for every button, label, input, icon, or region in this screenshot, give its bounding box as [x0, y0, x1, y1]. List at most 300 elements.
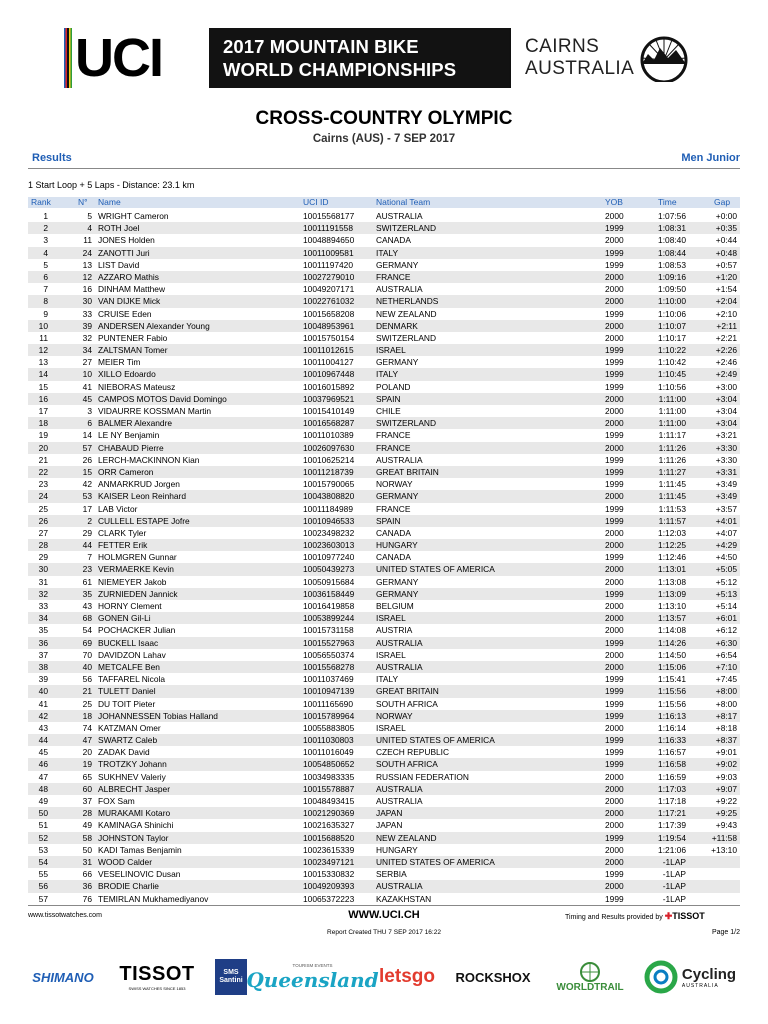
- table-row: [28, 563, 740, 575]
- cell-time: 1:16:33: [658, 735, 686, 746]
- cell-time: 1:16:58: [658, 759, 686, 770]
- page-number: Page 1/2: [711, 929, 740, 936]
- cell-uci-id: 10054850652: [303, 759, 355, 770]
- cell-time: 1:15:06: [658, 661, 686, 672]
- cell-gap: +3:00: [715, 381, 737, 392]
- cell-number: 49: [82, 820, 92, 831]
- cell-number: 21: [82, 686, 92, 697]
- cell-gap: +4:07: [715, 527, 737, 538]
- report-created: Report Created THU 7 SEP 2017 16:22: [327, 929, 441, 936]
- cell-yob: 1999: [605, 747, 624, 758]
- sponsor-rockshox: ROCKSHOX: [455, 969, 531, 985]
- cell-time: 1:12:46: [658, 552, 686, 563]
- cell-time: 1:17:03: [658, 783, 686, 794]
- cell-name: POCHACKER Julian: [98, 625, 176, 636]
- cell-uci-id: 10011009581: [303, 247, 354, 258]
- cell-number: 26: [82, 454, 92, 465]
- cell-uci-id: 10011218739: [303, 466, 354, 477]
- cell-yob: 1999: [605, 479, 624, 490]
- cell-team: KAZAKHSTAN: [376, 893, 432, 904]
- cell-uci-id: 10010947139: [303, 686, 355, 697]
- cell-yob: 2000: [605, 881, 624, 892]
- cell-name: FETTER Erik: [98, 540, 148, 551]
- cell-time: 1:11:57: [658, 515, 686, 526]
- table-row: [28, 649, 740, 661]
- cell-number: 45: [82, 393, 92, 404]
- event-name-line1: 2017 MOUNTAIN BIKE: [223, 36, 419, 57]
- cell-team: NEW ZEALAND: [376, 832, 437, 843]
- cell-name: AZZARO Mathis: [98, 271, 159, 282]
- cell-number: 36: [82, 881, 92, 892]
- cell-yob: 2000: [605, 844, 624, 855]
- cell-name: KATZMAN Omer: [98, 722, 161, 733]
- cell-uci-id: 10016015892: [303, 381, 355, 392]
- cell-uci-id: 10043808820: [303, 491, 355, 502]
- cell-yob: 1999: [605, 710, 624, 721]
- cell-time: 1:15:41: [658, 674, 686, 685]
- col-gap: Gap: [714, 197, 731, 207]
- cell-rank: 14: [38, 369, 48, 380]
- table-row: [28, 308, 740, 320]
- cell-time: -1LAP: [662, 869, 686, 880]
- cell-team: SOUTH AFRICA: [376, 759, 438, 770]
- cell-rank: 57: [38, 893, 48, 904]
- cell-yob: 1999: [605, 466, 624, 477]
- cell-rank: 21: [38, 454, 48, 465]
- cell-name: LERCH-MACKINNON Kian: [98, 454, 200, 465]
- cell-uci-id: 10015330832: [303, 869, 355, 880]
- col-yob: YOB: [605, 197, 623, 207]
- cell-name: CLARK Tyler: [98, 527, 147, 538]
- cell-gap: +5:13: [715, 588, 737, 599]
- cell-uci-id: 10010977240: [303, 552, 355, 563]
- col-team: National Team: [376, 197, 431, 207]
- cell-time: 1:13:08: [658, 576, 686, 587]
- table-row: [28, 271, 740, 283]
- table-row: [28, 454, 740, 466]
- cell-uci-id: 10010946533: [303, 515, 355, 526]
- table-row: [28, 210, 740, 222]
- cell-name: DINHAM Matthew: [98, 284, 166, 295]
- table-row: [28, 576, 740, 588]
- cell-number: 70: [82, 649, 92, 660]
- cell-yob: 1999: [605, 357, 624, 368]
- cell-rank: 8: [43, 296, 48, 307]
- cell-uci-id: 10015568278: [303, 661, 355, 672]
- cell-gap: +8:00: [715, 686, 737, 697]
- cell-team: GERMANY: [376, 491, 419, 502]
- cell-uci-id: 10015578887: [303, 783, 355, 794]
- cell-number: 69: [82, 637, 92, 648]
- cell-name: TEMIRLAN Mukhamediyanov: [98, 893, 209, 904]
- location-line2: AUSTRALIA: [525, 58, 635, 79]
- cell-uci-id: 10011004127: [303, 357, 354, 368]
- cell-time: 1:17:39: [658, 820, 686, 831]
- cell-team: HUNGARY: [376, 844, 418, 855]
- cell-team: GERMANY: [376, 357, 419, 368]
- table-row: [28, 320, 740, 332]
- cell-team: CZECH REPUBLIC: [376, 747, 450, 758]
- cell-gap: +0:48: [715, 247, 737, 258]
- col-name: Name: [98, 197, 121, 207]
- cell-team: AUSTRALIA: [376, 796, 423, 806]
- table-row: [28, 844, 740, 856]
- table-row: [28, 698, 740, 710]
- cell-time: 1:12:03: [658, 527, 686, 538]
- cell-team: ISRAEL: [376, 649, 406, 660]
- cell-yob: 2000: [605, 783, 624, 794]
- cell-gap: +9:02: [715, 759, 737, 770]
- cell-uci-id: 10011165690: [303, 698, 353, 709]
- cell-number: 33: [82, 308, 92, 319]
- cell-uci-id: 10048894650: [303, 235, 355, 246]
- cell-yob: 2000: [605, 527, 624, 538]
- cell-rank: 45: [38, 747, 48, 758]
- cell-rank: 22: [38, 466, 48, 477]
- cell-rank: 55: [38, 869, 48, 880]
- cell-yob: 2000: [605, 296, 624, 307]
- cell-gap: +1:20: [715, 271, 737, 282]
- cell-rank: 23: [38, 479, 48, 490]
- table-row: [28, 722, 740, 734]
- cell-yob: 1999: [605, 686, 624, 697]
- table-row: [28, 893, 740, 905]
- cell-name: CULLELL ESTAPE Jofre: [98, 515, 190, 526]
- cell-team: AUSTRIA: [376, 625, 413, 636]
- cell-uci-id: 10023497121: [303, 856, 355, 867]
- cell-gap: +3:49: [715, 479, 737, 490]
- cell-uci-id: 10010967448: [303, 369, 355, 380]
- cell-gap: +2:04: [715, 296, 737, 307]
- cell-number: 23: [82, 564, 92, 575]
- table-row: [28, 429, 740, 441]
- table-row: [28, 490, 740, 502]
- cell-time: 1:16:13: [658, 710, 686, 721]
- cell-rank: 3: [43, 235, 48, 246]
- cell-yob: 1999: [605, 832, 624, 843]
- cell-rank: 24: [38, 491, 48, 502]
- sponsor-letsgo: letsgo: [379, 966, 435, 987]
- table-row: [28, 222, 740, 234]
- table-row: [28, 515, 740, 527]
- cell-team: NEW ZEALAND: [376, 308, 437, 319]
- event-name-line2: WORLD CHAMPIONSHIPS: [223, 59, 457, 80]
- table-row: [28, 527, 740, 539]
- cell-time: 1:13:09: [658, 588, 686, 599]
- cell-rank: 16: [38, 393, 48, 404]
- cell-gap: +9:22: [715, 796, 737, 806]
- cell-number: 76: [82, 893, 92, 904]
- cell-time: 1:17:21: [658, 808, 686, 819]
- cell-rank: 28: [38, 540, 48, 551]
- cell-gap: +2:49: [715, 369, 737, 380]
- cell-yob: 2000: [605, 211, 624, 221]
- cell-gap: +9:07: [715, 783, 737, 794]
- cell-gap: +3:04: [715, 393, 737, 404]
- cell-uci-id: 10050439273: [303, 564, 355, 575]
- cell-yob: 1999: [605, 454, 624, 465]
- cell-time: 1:13:57: [658, 613, 686, 624]
- table-row: [28, 283, 740, 295]
- cell-yob: 2000: [605, 393, 624, 404]
- cell-time: 1:08:40: [658, 235, 686, 246]
- cell-rank: 56: [38, 881, 48, 892]
- cell-rank: 40: [38, 686, 48, 697]
- cell-rank: 18: [38, 418, 48, 429]
- sponsor-tissot: TISSOT SWISS WATCHES SINCE 1853: [119, 963, 195, 991]
- cell-time: 1:08:53: [658, 259, 686, 270]
- cell-name: SWARTZ Caleb: [98, 735, 158, 746]
- cell-name: KADI Tamas Benjamin: [98, 844, 182, 855]
- cell-number: 43: [82, 601, 92, 611]
- cell-rank: 9: [43, 308, 48, 319]
- cell-time: -1LAP: [662, 893, 686, 904]
- cell-team: AUSTRALIA: [376, 637, 423, 648]
- category-label: Men Junior: [681, 152, 740, 164]
- cell-yob: 2000: [605, 540, 624, 551]
- cell-gap: +6:30: [715, 637, 737, 648]
- cell-rank: 13: [38, 357, 48, 368]
- cell-team: NORWAY: [376, 479, 413, 490]
- cell-yob: 2000: [605, 332, 624, 343]
- cell-name: WOOD Calder: [98, 856, 152, 867]
- cell-uci-id: 10034983335: [303, 771, 355, 782]
- cell-uci-id: 10049209393: [303, 881, 355, 892]
- cell-uci-id: 10011012615: [303, 345, 354, 356]
- cell-team: ISRAEL: [376, 613, 406, 624]
- cell-yob: 2000: [605, 442, 624, 453]
- cell-uci-id: 10015789964: [303, 710, 355, 721]
- cell-name: NIEBORAS Mateusz: [98, 381, 176, 392]
- table-row: [28, 295, 740, 307]
- cell-number: 41: [82, 381, 92, 392]
- cell-gap: +3:04: [715, 406, 737, 416]
- cell-uci-id: 10036158449: [303, 588, 355, 599]
- cell-team: CANADA: [376, 552, 411, 563]
- cell-time: 1:16:14: [658, 722, 686, 733]
- col-uci-id: UCI ID: [303, 197, 329, 207]
- cell-yob: 1999: [605, 637, 624, 648]
- cell-name: CRUISE Eden: [98, 308, 152, 319]
- cell-rank: 47: [38, 771, 48, 782]
- cycling-swirl-icon: [644, 960, 678, 994]
- cell-time: 1:10:17: [658, 332, 686, 343]
- cell-uci-id: 10037969521: [303, 393, 355, 404]
- cell-gap: +3:21: [715, 430, 737, 441]
- cell-number: 34: [82, 345, 92, 356]
- cell-uci-id: 10050915684: [303, 576, 355, 587]
- cell-team: FRANCE: [376, 442, 411, 453]
- cell-rank: 17: [38, 406, 48, 416]
- table-row: [28, 417, 740, 429]
- sponsor-bar: [28, 952, 740, 1002]
- cell-yob: 1999: [605, 345, 624, 356]
- cell-gap: +2:26: [715, 345, 737, 356]
- cell-name: ALBRECHT Jasper: [98, 783, 170, 794]
- cell-uci-id: 10015750154: [303, 332, 355, 343]
- table-row: [28, 624, 740, 636]
- cell-yob: 2000: [605, 771, 624, 782]
- table-row: [28, 381, 740, 393]
- table-row: [28, 746, 740, 758]
- cell-yob: 2000: [605, 649, 624, 660]
- cell-team: SPAIN: [376, 515, 401, 526]
- uci-logo: [64, 28, 209, 88]
- cell-number: 5: [87, 211, 92, 221]
- cell-name: CHABAUD Pierre: [98, 442, 164, 453]
- cell-team: BELGIUM: [376, 601, 414, 611]
- cell-team: SERBIA: [376, 869, 407, 880]
- cell-gap: +8:17: [715, 710, 737, 721]
- cell-time: 1:10:07: [658, 320, 686, 331]
- cell-gap: +13:10: [711, 844, 737, 855]
- table-row: [28, 795, 740, 807]
- cell-gap: +2:46: [715, 357, 737, 368]
- cell-team: CANADA: [376, 235, 411, 246]
- cell-time: 1:10:45: [658, 369, 686, 380]
- cell-gap: +0:35: [715, 223, 737, 234]
- race-info: 1 Start Loop + 5 Laps - Distance: 23.1 km: [28, 180, 195, 190]
- table-row: [28, 771, 740, 783]
- cell-rank: 33: [38, 601, 48, 611]
- cell-number: 68: [82, 613, 92, 624]
- cell-uci-id: 10022761032: [303, 296, 355, 307]
- cell-rank: 25: [38, 503, 48, 514]
- cell-time: 1:15:56: [658, 686, 686, 697]
- cell-name: BALMER Alexandre: [98, 418, 173, 429]
- cell-uci-id: 10015658208: [303, 308, 355, 319]
- cell-yob: 2000: [605, 235, 624, 246]
- cell-number: 2: [87, 515, 92, 526]
- cell-name: VIDAURRE KOSSMAN Martin: [98, 406, 212, 416]
- cell-time: 1:11:00: [658, 418, 686, 429]
- cell-rank: 43: [38, 722, 48, 733]
- cell-gap: +3:49: [715, 491, 737, 502]
- cell-yob: 1999: [605, 552, 624, 563]
- divider: [28, 168, 740, 169]
- cell-yob: 1999: [605, 698, 624, 709]
- cell-uci-id: 10065372223: [303, 893, 355, 904]
- cell-uci-id: 10011197420: [303, 259, 353, 270]
- cell-number: 19: [82, 759, 92, 770]
- table-row: [28, 868, 740, 880]
- cell-uci-id: 10021290369: [303, 808, 355, 819]
- cell-uci-id: 10026097630: [303, 442, 355, 453]
- cell-team: AUSTRALIA: [376, 783, 423, 794]
- cell-rank: 4: [43, 247, 48, 258]
- cell-name: JOHNSTON Taylor: [98, 832, 169, 843]
- cell-name: MEIER Tim: [98, 357, 141, 368]
- cell-team: JAPAN: [376, 820, 403, 831]
- cell-gap: +7:10: [715, 661, 737, 672]
- cell-number: 65: [82, 771, 92, 782]
- cell-gap: +9:01: [715, 747, 737, 758]
- cell-time: 1:11:53: [658, 503, 686, 514]
- table-row: [28, 600, 740, 612]
- cell-time: 1:15:56: [658, 698, 686, 709]
- cell-time: 1:11:45: [658, 491, 686, 502]
- cell-number: 32: [82, 332, 92, 343]
- cell-gap: +0:57: [715, 259, 737, 270]
- cell-number: 66: [82, 869, 92, 880]
- cell-name: CAMPOS MOTOS David Domingo: [98, 393, 227, 404]
- cell-time: 1:19:54: [658, 832, 686, 843]
- cell-gap: +3:30: [715, 454, 737, 465]
- cell-yob: 2000: [605, 661, 624, 672]
- cell-uci-id: 10015568177: [303, 211, 355, 221]
- cell-gap: +2:11: [716, 320, 737, 331]
- table-row: [28, 685, 740, 697]
- cell-rank: 10: [38, 320, 48, 331]
- cell-rank: 11: [39, 332, 48, 343]
- cell-yob: 1999: [605, 503, 624, 514]
- cell-number: 58: [82, 832, 92, 843]
- table-row: [28, 734, 740, 746]
- cell-team: SWITZERLAND: [376, 418, 437, 429]
- cell-yob: 1999: [605, 223, 624, 234]
- cell-team: ITALY: [376, 247, 399, 258]
- cell-gap: +3:04: [715, 418, 737, 429]
- cell-time: 1:12:25: [658, 540, 686, 551]
- cell-time: 1:08:44: [658, 247, 686, 258]
- col-time: Time: [658, 197, 677, 207]
- cell-yob: 2000: [605, 271, 624, 282]
- cell-name: VERMAERKE Kevin: [98, 564, 174, 575]
- cell-team: JAPAN: [376, 808, 403, 819]
- cell-time: 1:13:01: [658, 564, 686, 575]
- cell-team: AUSTRALIA: [376, 881, 423, 892]
- cell-team: SWITZERLAND: [376, 332, 437, 343]
- cell-rank: 52: [38, 832, 48, 843]
- cell-number: 28: [82, 808, 92, 819]
- cell-gap: +4:29: [715, 540, 737, 551]
- cell-team: SWITZERLAND: [376, 223, 437, 234]
- cell-team: HUNGARY: [376, 540, 418, 551]
- cell-team: UNITED STATES OF AMERICA: [376, 564, 495, 575]
- sponsor-shimano: SHIMANO: [32, 969, 94, 985]
- cell-gap: +5:12: [715, 576, 737, 587]
- cell-name: SUKHNEV Valeriy: [98, 771, 166, 782]
- cell-rank: 6: [43, 271, 48, 282]
- cell-gap: +11:58: [711, 832, 737, 843]
- table-row: [28, 356, 740, 368]
- cell-yob: 1999: [605, 515, 624, 526]
- cell-number: 35: [82, 588, 92, 599]
- cell-name: BRODIE Charlie: [98, 881, 159, 892]
- cell-number: 14: [82, 430, 92, 441]
- cell-uci-id: 10011010389: [303, 430, 354, 441]
- cell-name: DAVIDZON Lahav: [98, 649, 166, 660]
- cell-yob: 2000: [605, 576, 624, 587]
- footer-divider: [28, 905, 740, 906]
- cell-rank: 53: [38, 844, 48, 855]
- cell-number: 15: [82, 466, 92, 477]
- cell-time: 1:14:26: [658, 637, 686, 648]
- cell-gap: +3:30: [715, 442, 737, 453]
- cell-number: 47: [82, 735, 92, 746]
- table-row: [28, 466, 740, 478]
- cell-uci-id: 10023615339: [303, 844, 355, 855]
- footer-uci-url: WWW.UCI.CH: [348, 909, 420, 921]
- cell-number: 3: [87, 406, 92, 416]
- cell-uci-id: 10021635327: [303, 820, 355, 831]
- page-subtitle: Cairns (AUS) - 7 SEP 2017: [312, 133, 456, 145]
- cell-uci-id: 10048493415: [303, 796, 355, 806]
- cell-time: 1:11:00: [658, 393, 686, 404]
- cell-name: ANDERSEN Alexander Young: [98, 320, 210, 331]
- table-row: [28, 612, 740, 624]
- cell-yob: 1999: [605, 247, 624, 258]
